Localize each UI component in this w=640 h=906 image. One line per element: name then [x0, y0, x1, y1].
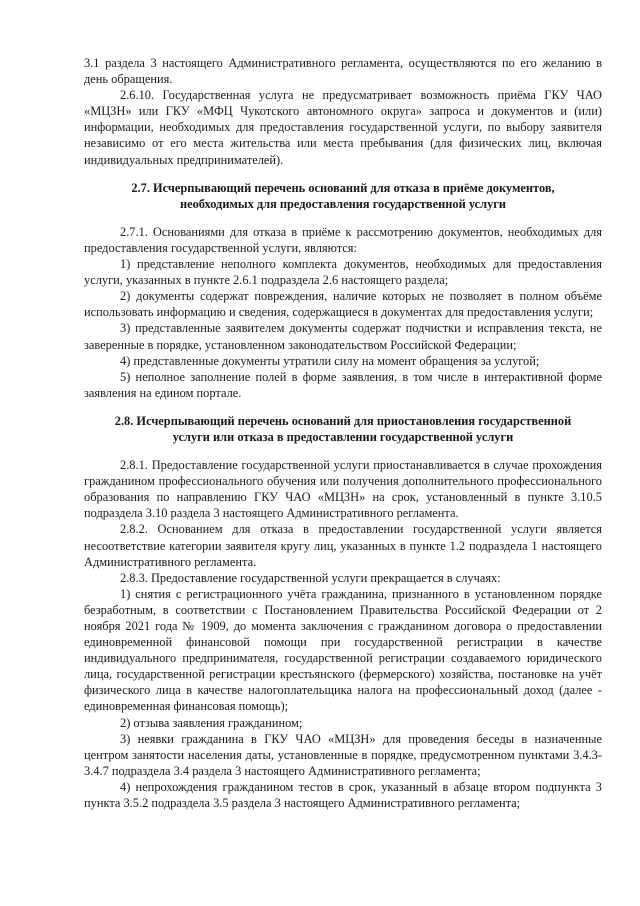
list-item: 3) представленные заявителем документы содержат подчистки и исправления текста, не заверенные в порядке, установленном законодательством Российской Федерации;: [84, 321, 602, 352]
section-heading-2-8: 2.8. Исчерпывающий перечень оснований для приостановления государственной услуги или отказа в предоставлении государственной услуги: [114, 413, 572, 444]
list-item: 5) неполное заполнение полей в форме заявления, в том числе в интерактивной форме заявления на едином портале.: [84, 369, 602, 400]
list-item: 4) непрохождения гражданином тестов в срок, указанный в абзаце втором подпункта 3 пункта 3.5.2 подраздела 3.5 раздела 3 настоящего Административного регламента;: [84, 779, 602, 811]
document-page: [84, 55, 602, 811]
list-item: 2) отзыва заявления гражданином;: [120, 715, 303, 730]
list-item: 2) документы содержат повреждения, наличие которых не позволяет в полном объёме использовать информацию и сведения, содержащиеся в документах для предоставления услуги;: [84, 289, 602, 320]
paragraph-2-8-3: 2.8.3. Предоставление государственной услуги прекращается в случаях:: [120, 570, 501, 585]
list-item: 1) представление неполного комплекта документов, необходимых для предоставления услуги, указанных в пункте 2.6.1 подраздела 2.6 настоящего раздела;: [84, 257, 602, 288]
section-heading-2-7: 2.7. Исчерпывающий перечень оснований для отказа в приёме документов, необходимых для предоставления государственной услуги: [131, 180, 555, 211]
paragraph-2-8-2: 2.8.2. Основанием для отказа в предоставлении государственной услуги является несоответствие категории заявителя кругу лиц, указанных в пункте 1.2 подраздела 1 настоящего Административного регламента.: [84, 522, 602, 569]
paragraph-continuation: 3.1 раздела 3 настоящего Административного регламента, осуществляются по его желанию в день обращения.: [84, 56, 602, 87]
list-item: 4) представленные документы утратили силу на момент обращения за услугой;: [120, 353, 540, 368]
paragraph-2-6-10: 2.6.10. Государственная услуга не предусматривает возможность приёма ГКУ ЧАО «МЦЗН» или ГКУ «МФЦ Чукотского автономного округа» запроса и документов и (или) информации, необходимых для предоставления государственной услуги, по выбору заявителя независимо от его места жительства или места пребывания (для физических лиц, включая индивидуальных предпринимателей).: [84, 88, 602, 167]
paragraph-2-7-1: 2.7.1. Основаниями для отказа в приёме к рассмотрению документов, необходимых для предоставления государственной услуги, являются:: [84, 224, 602, 255]
list-item: 1) снятия с регистрационного учёта гражданина, признанного в установленном порядке безработным, в соответствии с Постановлением Правительства Российской Федерации от 2 ноября 2021 года № 1909, до момента заключения с гражданином договора о предоставлении единовременной финансовой помощи при государственной регистрации в качестве индивидуального предпринимателя, государственной регистрации создаваемого юридического лица, государственной регистрации крестьянского (фермерского) хозяйства, постановке на учёт физического лица в качестве налогоплательщика налога на профессиональный доход (далее - единовременная финансовая помощь);: [84, 586, 602, 714]
paragraph-2-8-1: 2.8.1. Предоставление государственной услуги приостанавливается в случае прохождения гражданином профессионального обучения или получения дополнительного профессионального образования по направлению ГКУ ЧАО «МЦЗН» на срок, установленный в пункте 3.10.5 подраздела 3.10 раздела 3 настоящего Административного регламента.: [84, 458, 602, 521]
list-item: 3) неявки гражданина в ГКУ ЧАО «МЦЗН» для проведения беседы в назначенные центром занятости населения даты, установленные в порядке, предусмотренном пунктами 3.4.3-3.4.7 подраздела 3.4 раздела 3 настоящего Административного регламента;: [84, 731, 602, 778]
